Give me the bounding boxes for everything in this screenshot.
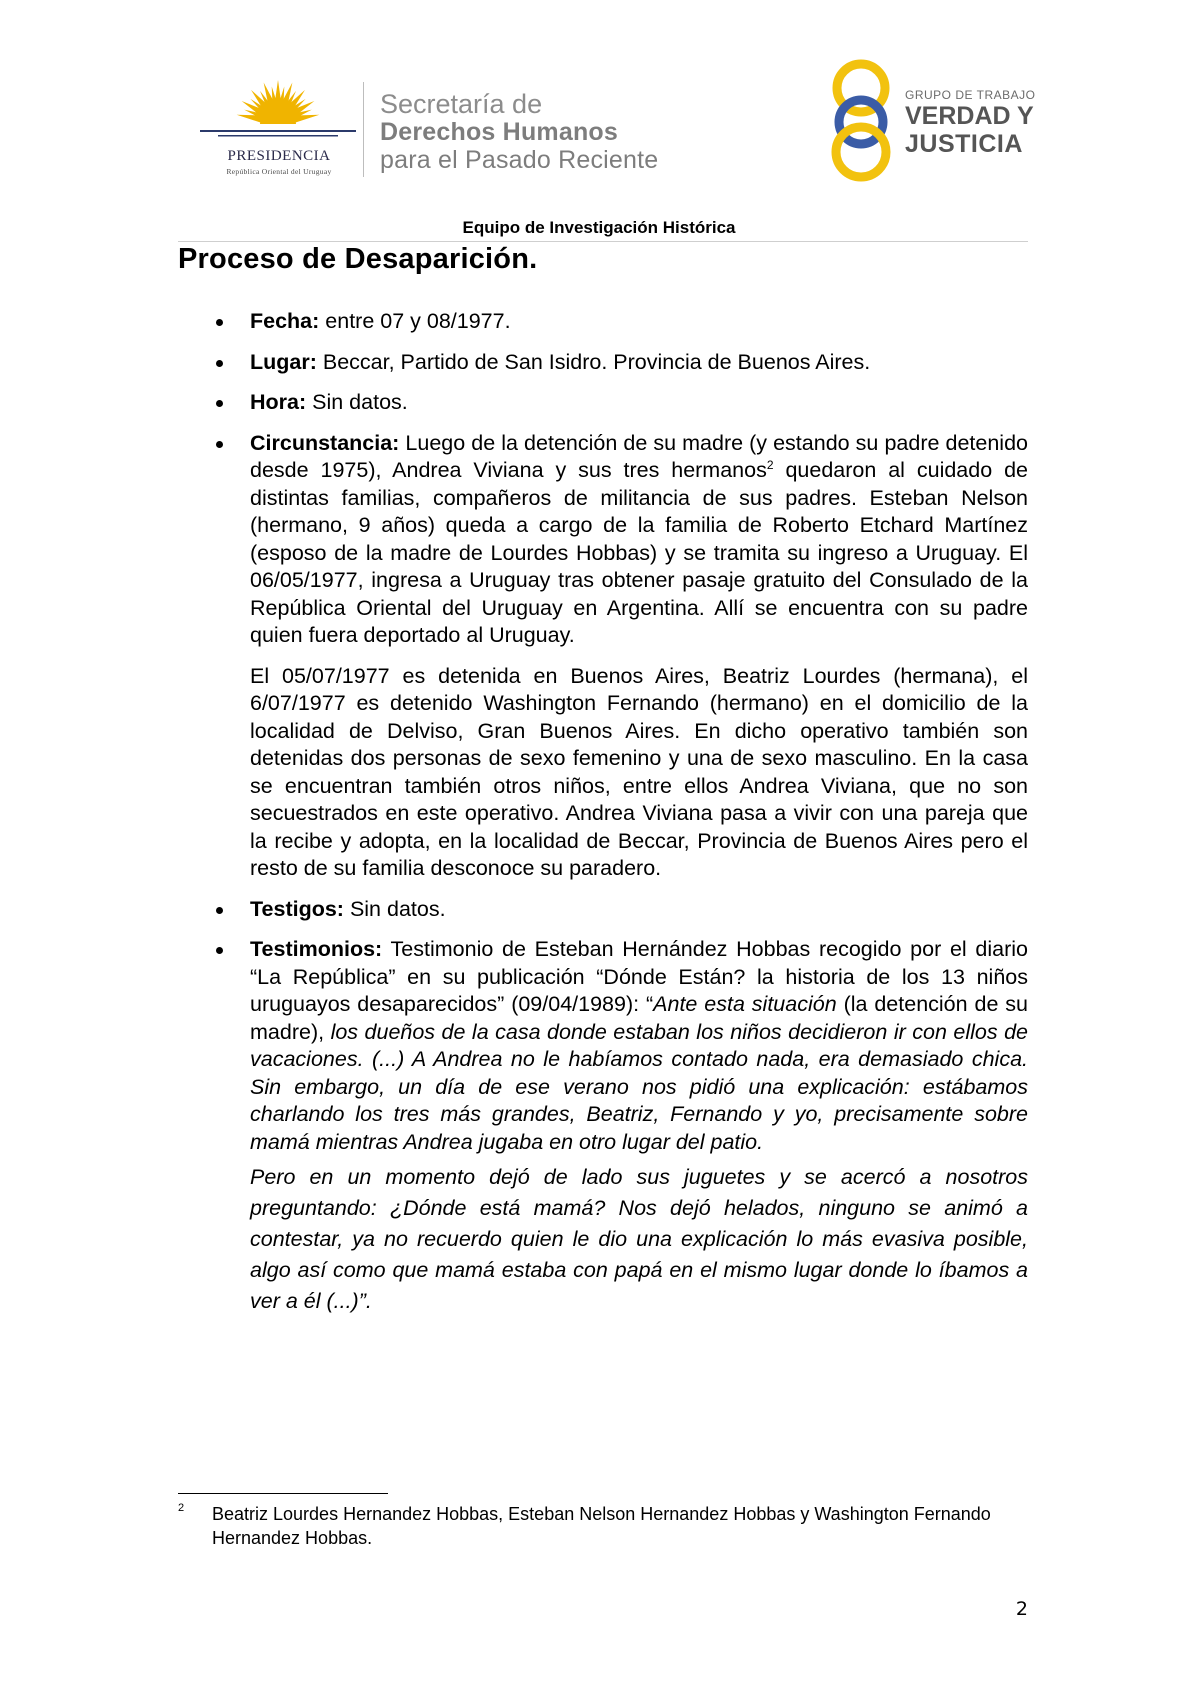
presidencia-logo-text — [200, 148, 358, 176]
secretaria-line-2: Derechos Humanos — [380, 118, 618, 146]
testimonios-text-b: (la detención de su madre), — [250, 992, 1029, 1044]
list-item-lugar — [178, 349, 1028, 377]
list-item-hora — [178, 389, 1028, 417]
circunstancia-text-a: Luego de la detención de su madre (y estando su padre detenido desde 1975), Andrea Viviana y sus tres hermanos — [250, 430, 1028, 482]
page-number: 2 — [1015, 1598, 1028, 1620]
presidencia-subtitle: República Oriental del Uruguay — [226, 167, 332, 176]
testimonios-text-a: Testimonio de Esteban Hernández Hobbas recogido por el diario “La República” en su publicación “Dónde Están? la historia de los 13 niños uruguayos desaparecidos” (09/04/1989): “ — [250, 937, 1028, 1016]
presidencia-name: PRESIDENCIA — [227, 148, 331, 164]
hora-label: Hora: — [250, 390, 307, 414]
verdad-justicia-rings-logo — [826, 56, 896, 186]
secretaria-logo-text — [380, 90, 658, 174]
list-item-circunstancia — [178, 430, 1028, 650]
list-item-fecha — [178, 308, 1028, 336]
secretaria-line-3: para el Pasado Reciente — [380, 146, 659, 174]
secretaria-line-1: Secretaría de — [380, 89, 543, 119]
circunstancia-paragraph-2: El 05/07/1977 es detenida en Buenos Aires, Beatriz Lourdes (hermana), el 6/07/1977 es detenido Washington Fernando (hermano) en el domicilio de la localidad de Delviso, Gran Buenos Aires. En dicho operativo también son detenidas dos personas de sexo femenino y una de sexo masculino. En la casa se encuentran también otros niños, entre ellos Andrea Viviana, que no son secuestrados en este operativo. Andrea Viviana pasa a vivir con una pareja que la recibe y adopta, en la localidad de Beccar, Provincia de Buenos Aires pero el resto de su familia desconoce su paradero. — [250, 663, 1028, 880]
running-head: Equipo de Investigación Histórica — [462, 218, 736, 237]
logo-divider — [363, 82, 364, 177]
lugar-value: Beccar, Partido de San Isidro. Provincia de Buenos Aires. — [316, 349, 871, 374]
testigos-label: Testigos: — [250, 896, 344, 921]
hora-value: Sin datos. — [306, 390, 408, 414]
circunstancia-label: Circunstancia: — [250, 430, 400, 455]
circunstancia-text-b: quedaron al cuidado de distintas familias, compañeros de militancia de sus padres. Esteban Nelson (hermano, 9 años) queda a cargo de la familia de Roberto Etchard Martínez (esposo de la madre de Lourdes Hobbas) y se tramita su ingreso a Uruguay. El 06/05/1977, ingresa a Uruguay tras obtener pasaje gratuito del Consulado de la República Oriental del Uruguay en Argentina. Allí se encuentra con su padre quien fuera deportado al Uruguay. — [250, 458, 1028, 647]
lugar-label: Lugar: — [250, 349, 317, 374]
testigos-value: Sin datos. — [343, 896, 446, 921]
fecha-value: entre 07 y 08/1977. — [319, 309, 511, 333]
footnote-mark: 2 — [178, 1502, 185, 1514]
footnote-reference[interactable]: 2 — [766, 457, 774, 472]
grupo-line-1: GRUPO DE TRABAJO — [905, 88, 1036, 102]
fecha-label: Fecha: — [250, 309, 320, 333]
list-item-testimonios — [178, 936, 1028, 1156]
grupo-trabajo-logo-text — [905, 88, 1035, 158]
detail-list — [178, 308, 1028, 650]
testimonios-italic-a: Ante esta situación — [653, 992, 837, 1016]
footnote-text: Beatriz Lourdes Hernandez Hobbas, Esteban Nelson Hernandez Hobbas y Washington Fernando Hernandez Hobbas. — [212, 1504, 991, 1548]
testimonios-paragraph-2: Pero en un momento dejó de lado sus juguetes y se acercó a nosotros preguntando: ¿Dónde está mamá? Nos dejó helados, ninguno se animó a contestar, ya no recuerdo quien le dio una explicación lo más evasiva posible, algo así como que mamá estaba con papá en el mismo lugar donde lo íbamos a ver a él (...)”. — [250, 1165, 1028, 1313]
testimonios-italic-b: los dueños de la casa donde estaban los niños decidieron ir con ellos de vacaciones. (...) A Andrea no le habíamos contado nada, era demasiado chica. Sin embargo, un día de ese verano nos pidió una explicación: estábamos charlando los tres más grandes, Beatriz, Fernando y yo, precisamente sobre mamá mientras Andrea jugaba en otro lugar del patio. — [250, 1019, 1028, 1154]
grupo-line-2: VERDAD Y — [905, 102, 1034, 130]
document-body — [178, 308, 1028, 1330]
grupo-line-3: JUSTICIA — [905, 130, 1023, 158]
list-item-testigos — [178, 896, 1028, 924]
testimonios-label: Testimonios: — [250, 937, 383, 961]
detail-list-continued — [178, 896, 1028, 1157]
header-rule — [178, 241, 1028, 242]
section-title: Proceso de Desaparición. — [178, 243, 538, 275]
footnote-separator — [178, 1493, 388, 1494]
